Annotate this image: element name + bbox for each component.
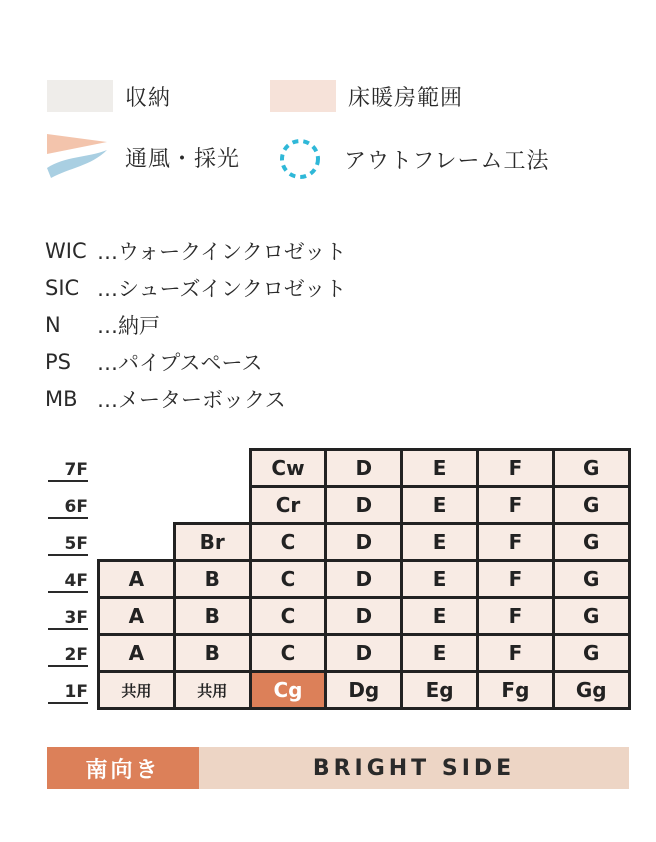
abbreviation-definition: …メーターボックス	[97, 387, 286, 412]
unit-cell: Fg	[476, 670, 555, 710]
unit-cell: D	[324, 633, 403, 673]
unit-cell: E	[400, 485, 479, 525]
unit-cell: Eg	[400, 670, 479, 710]
unit-cell: Dg	[324, 670, 403, 710]
outframe-label: アウトフレーム工法	[344, 148, 550, 174]
floor-label: 3F	[48, 608, 88, 630]
unit-cell: C	[249, 633, 328, 673]
unit-cell: E	[400, 633, 479, 673]
unit-cell: G	[552, 559, 631, 599]
legend-floor-heating	[270, 80, 463, 112]
abbreviation-row	[45, 232, 346, 269]
orientation-bar	[47, 747, 629, 789]
unit-cell: G	[552, 448, 631, 488]
unit-cell: Cg	[249, 670, 328, 710]
storage-swatch	[47, 80, 113, 112]
unit-cell: G	[552, 485, 631, 525]
unit-cell: Cr	[249, 485, 328, 525]
abbreviation-definition: …ウォークインクロゼット	[97, 239, 347, 264]
unit-cell: Br	[173, 522, 252, 562]
unit-cell: E	[400, 448, 479, 488]
floor-heating-label: 床暖房範囲	[348, 85, 464, 111]
unit-cell: C	[249, 559, 328, 599]
legend-ventilation	[47, 132, 240, 182]
floor-label: 4F	[48, 571, 88, 593]
abbreviation-key: WIC	[45, 238, 87, 263]
unit-cell: E	[400, 559, 479, 599]
unit-cell: D	[324, 559, 403, 599]
bright-side-label: BRIGHT SIDE	[199, 747, 629, 789]
abbreviation-row	[45, 306, 346, 343]
unit-cell: F	[476, 633, 555, 673]
floor-heating-swatch	[270, 80, 336, 112]
unit-cell: F	[476, 559, 555, 599]
ventilation-icon	[47, 132, 113, 182]
abbreviation-row	[45, 343, 346, 380]
unit-cell: 共用	[173, 670, 252, 710]
unit-cell: F	[476, 448, 555, 488]
floor-label: 2F	[48, 645, 88, 667]
storage-label: 収納	[125, 85, 172, 111]
abbreviation-definition: …シューズインクロゼット	[97, 276, 347, 301]
unit-cell: B	[173, 596, 252, 636]
floor-label: 6F	[48, 497, 88, 519]
floor-label: 7F	[48, 460, 88, 482]
dashed-circle-icon	[278, 137, 322, 181]
abbreviation-list	[45, 232, 346, 417]
unit-cell: B	[173, 633, 252, 673]
unit-cell: F	[476, 485, 555, 525]
abbreviation-row	[45, 269, 346, 306]
unit-cell: E	[400, 522, 479, 562]
floor-label: 5F	[48, 534, 88, 556]
unit-cell: G	[552, 633, 631, 673]
abbreviation-key: N	[45, 312, 61, 337]
unit-cell: D	[324, 485, 403, 525]
floor-label: 1F	[48, 682, 88, 704]
unit-cell: A	[97, 559, 176, 599]
legend-outframe	[278, 137, 549, 181]
unit-cell: C	[249, 596, 328, 636]
unit-cell: G	[552, 522, 631, 562]
unit-cell: E	[400, 596, 479, 636]
unit-cell: B	[173, 559, 252, 599]
unit-cell: G	[552, 596, 631, 636]
abbreviation-definition: …パイプスペース	[97, 350, 263, 375]
abbreviation-key: MB	[45, 386, 78, 411]
unit-cell: F	[476, 596, 555, 636]
ventilation-label: 通風・採光	[125, 146, 241, 172]
unit-cell: Cw	[249, 448, 328, 488]
unit-cell: F	[476, 522, 555, 562]
unit-cell: D	[324, 522, 403, 562]
unit-cell: D	[324, 596, 403, 636]
abbreviation-key: PS	[45, 349, 71, 374]
legend-storage	[47, 80, 171, 112]
unit-cell: A	[97, 596, 176, 636]
unit-cell: C	[249, 522, 328, 562]
abbreviation-key: SIC	[45, 275, 80, 300]
unit-cell: Gg	[552, 670, 631, 710]
abbreviation-row	[45, 380, 346, 417]
unit-cell: D	[324, 448, 403, 488]
south-facing-label: 南向き	[47, 747, 199, 789]
abbreviation-definition: …納戸	[97, 313, 160, 338]
unit-cell: A	[97, 633, 176, 673]
unit-cell: 共用	[97, 670, 176, 710]
